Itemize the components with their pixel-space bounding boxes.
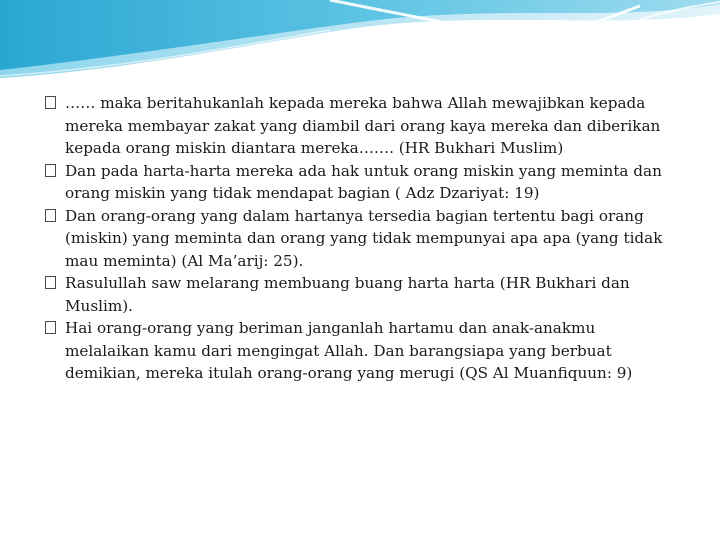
header-wave-decoration bbox=[0, 0, 720, 90]
bullet-text: Dan pada harta-harta mereka ada hak untuk orang miskin yang meminta dan orang miskin yang tidak mendapat bagian ( Adz Dzariyat: 19) bbox=[65, 161, 662, 202]
bullet-item bbox=[44, 160, 684, 205]
bullet-item bbox=[44, 92, 684, 160]
bullet-text: Rasulullah saw melarang membuang buang harta harta (HR Bukhari dan Muslim). bbox=[65, 274, 630, 315]
bullet-item bbox=[44, 317, 684, 385]
bullet-box-icon bbox=[44, 317, 65, 340]
bullet-box-icon bbox=[44, 160, 65, 183]
bullet-list bbox=[44, 92, 684, 385]
bullet-text: Dan orang-orang yang dalam hartanya tersedia bagian tertentu bagi orang (miskin) yang meminta dan orang yang tidak mempunyai apa apa (yang tidak mau meminta) (Al Ma’arij: 25). bbox=[65, 206, 663, 270]
bullet-box-icon bbox=[44, 92, 65, 115]
bullet-box-icon bbox=[44, 272, 65, 295]
bullet-text: Hai orang-orang yang beriman janganlah hartamu dan anak-anakmu melalaikan kamu dari mengingat Allah. Dan barangsiapa yang berbuat demikian, mereka itulah orang-orang yang merugi (QS Al Muanfiquun: 9) bbox=[65, 319, 633, 382]
bullet-item bbox=[44, 205, 684, 273]
bullet-item bbox=[44, 272, 684, 317]
bullet-box-icon bbox=[44, 205, 65, 228]
bullet-text: …… maka beritahukanlah kepada mereka bahwa Allah mewajibkan kepada mereka membayar zakat yang diambil dari orang kaya mereka dan diberikan kepada orang miskin diantara mereka……. (HR Bukhari Muslim) bbox=[65, 94, 661, 157]
